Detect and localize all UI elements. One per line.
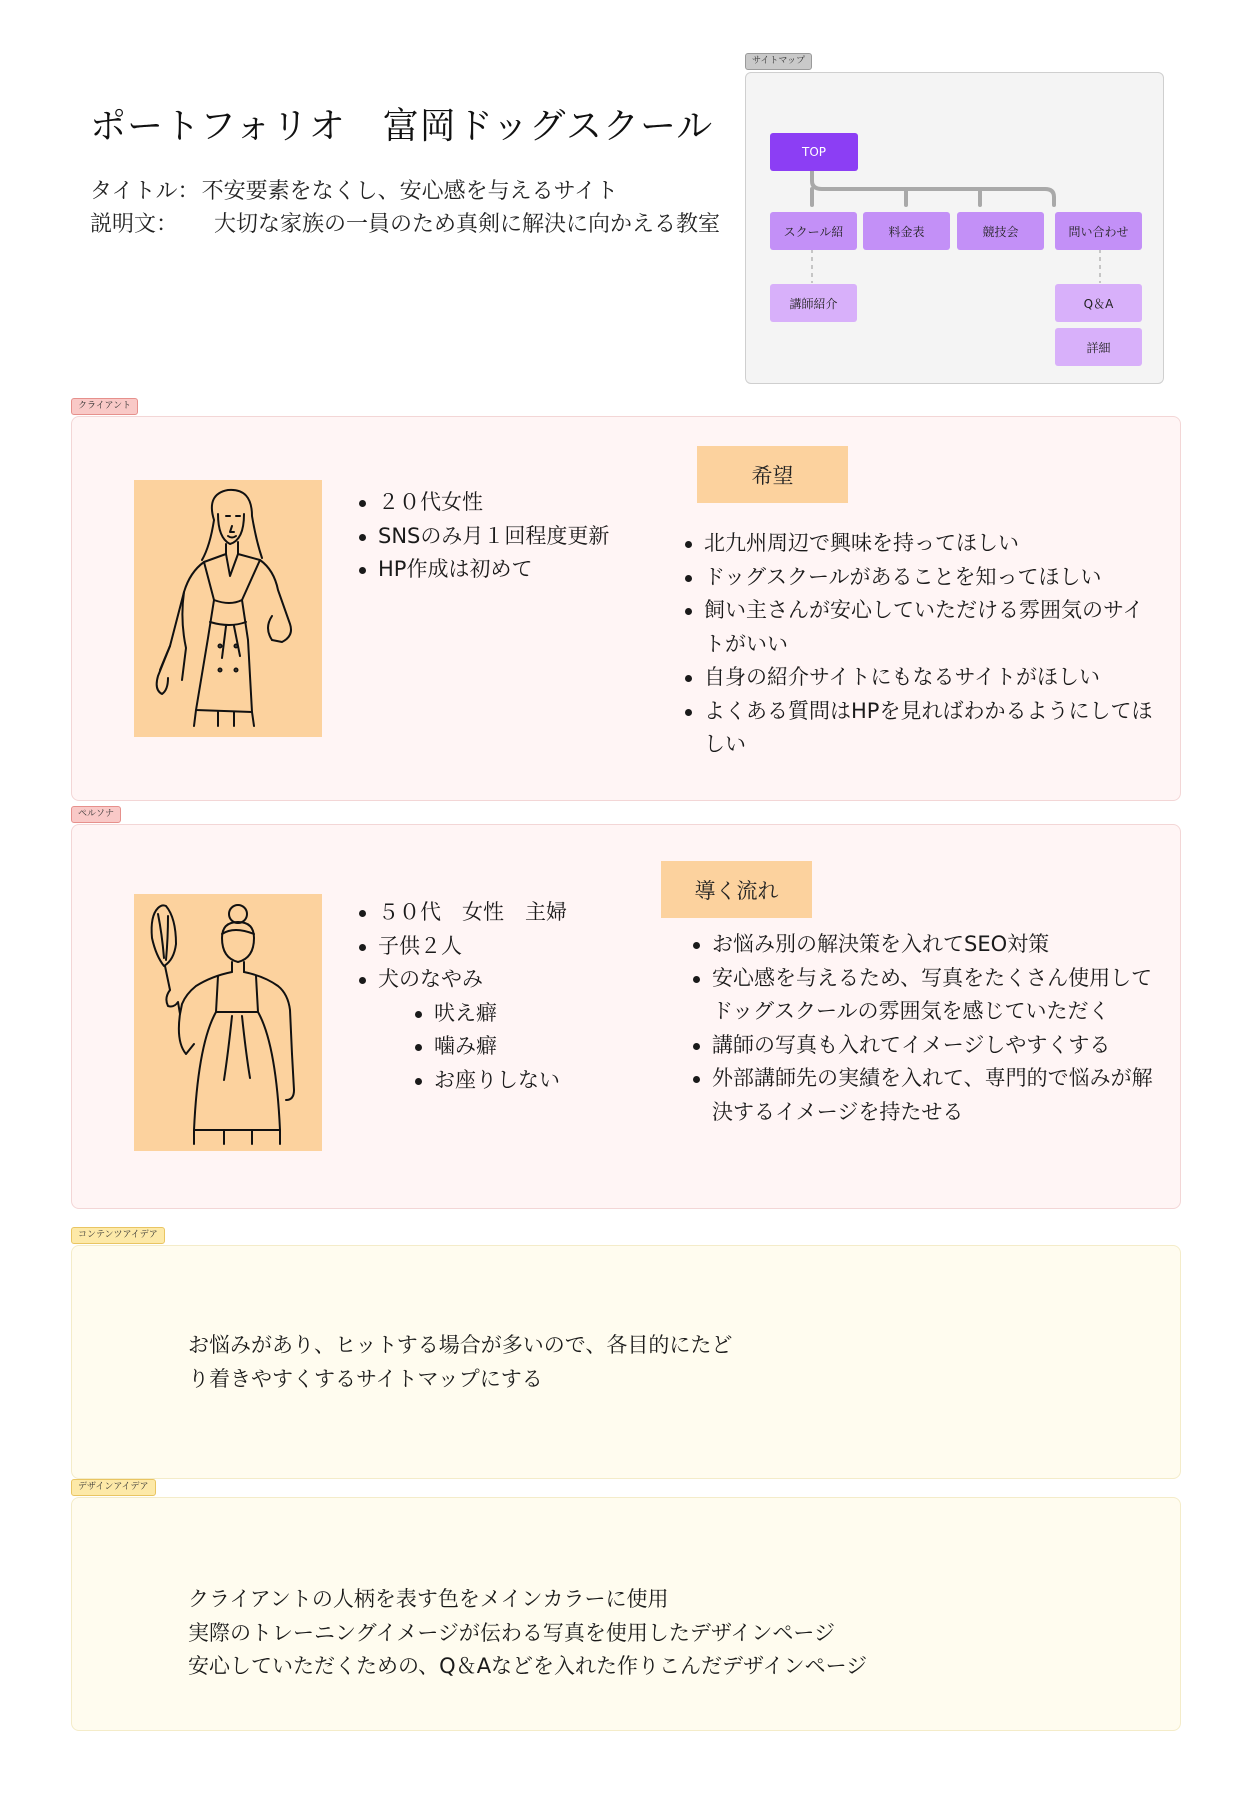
list-item: HP作成は初めて — [356, 553, 666, 587]
content-idea-text — [188, 1329, 732, 1396]
sitemap-node-details: 詳細 — [1055, 328, 1142, 366]
flow-heading: 導く流れ — [661, 861, 812, 918]
design-idea-line: クライアントの人柄を表す色をメインカラーに使用 — [188, 1587, 669, 1611]
design-idea-text — [188, 1583, 867, 1684]
sitemap-node-school: スクール紹 — [770, 212, 857, 250]
list-item: ２０代女性 — [356, 486, 666, 520]
woman-coat-icon — [134, 480, 322, 737]
description-line — [90, 207, 720, 238]
list-item: 噛み癖 — [412, 1030, 656, 1064]
persona-flow-list — [690, 928, 1155, 1129]
sitemap-node-instructor: 講師紹介 — [770, 284, 857, 322]
list-item: 子供２人 — [356, 930, 656, 964]
sitemap-panel — [745, 72, 1164, 384]
persona-illustration — [134, 894, 322, 1151]
client-illustration — [134, 480, 322, 737]
list-item: よくある質問はHPを見ればわかるようにしてほしい — [682, 695, 1157, 762]
list-item: ドッグスクールがあることを知ってほしい — [682, 561, 1157, 595]
design-idea-tag: デザインアイデア — [71, 1479, 156, 1496]
site-title-label: タイトル： — [90, 179, 200, 204]
list-item: お座りしない — [412, 1064, 656, 1098]
page-title: ポートフォリオ 富岡ドッグスクール — [90, 106, 714, 147]
worry-label: 犬のなやみ — [378, 967, 483, 991]
list-item: 飼い主さんが安心していただける雰囲気のサイトがいい — [682, 594, 1157, 661]
client-wish-list — [682, 527, 1157, 762]
content-idea-line: り着きやすくするサイトマップにする — [188, 1366, 543, 1391]
content-idea-line: お悩みがあり、ヒットする場合が多いので、各目的にたど — [188, 1333, 733, 1357]
sitemap-node-qa: Q＆A — [1055, 284, 1142, 322]
list-item — [356, 963, 656, 1097]
list-item: 北九州周辺で興味を持ってほしい — [682, 527, 1157, 561]
client-profile-list — [356, 486, 666, 587]
sitemap-node-top: TOP — [770, 133, 858, 171]
design-idea-line: 実際のトレーニングイメージが伝わる写真を使用したデザインページ — [188, 1620, 836, 1645]
woman-duster-icon — [134, 894, 322, 1151]
list-item: 外部講師先の実績を入れて、専門的で悩みが解決するイメージを持たせる — [690, 1062, 1155, 1129]
list-item: SNSのみ月１回程度更新 — [356, 520, 666, 554]
description-label: 説明文： — [90, 212, 179, 237]
worry-sublist — [378, 997, 656, 1098]
client-tag: クライアント — [71, 398, 138, 415]
list-item: 吠え癖 — [412, 997, 656, 1031]
persona-profile-list — [356, 896, 656, 1097]
site-title-value: 不安要素をなくし、安心感を与えるサイト — [201, 179, 619, 204]
persona-tag: ペルソナ — [71, 806, 121, 823]
sitemap-node-price: 料金表 — [863, 212, 950, 250]
list-item: お悩み別の解決策を入れてSEO対策 — [690, 928, 1155, 962]
design-idea-line: 安心していただくための、Q＆Aなどを入れた作りこんだデザインページ — [188, 1654, 868, 1678]
list-item: 自身の紹介サイトにもなるサイトがほしい — [682, 661, 1157, 695]
wish-heading: 希望 — [697, 446, 848, 503]
site-title-line — [90, 174, 618, 205]
list-item: ５０代 女性 主婦 — [356, 896, 656, 930]
sitemap-node-contact: 問い合わせ — [1055, 212, 1142, 250]
content-idea-tag: コンテンツアイデア — [71, 1227, 165, 1244]
sitemap-node-contest: 競技会 — [957, 212, 1044, 250]
description-value: 大切な家族の一員のため真剣に解決に向かえる教室 — [214, 212, 721, 237]
list-item: 安心感を与えるため、写真をたくさん使用してドッグスクールの雰囲気を感じていただく — [690, 962, 1155, 1029]
sitemap-tag: サイトマップ — [745, 53, 812, 70]
connector-top-to-contact — [812, 171, 1054, 205]
list-item: 講師の写真も入れてイメージしやすくする — [690, 1029, 1155, 1063]
